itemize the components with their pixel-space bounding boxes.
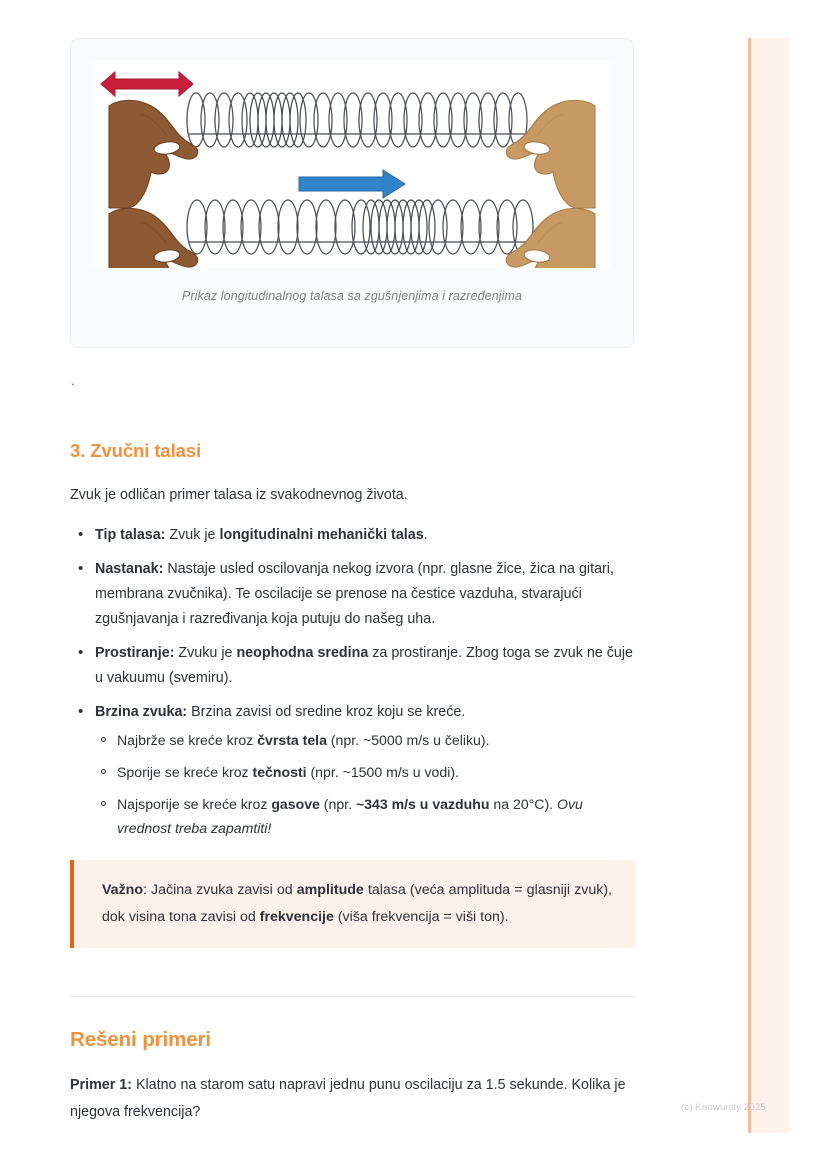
figure-illustration-area: [93, 60, 611, 268]
subbullet-bold: gasove: [271, 796, 320, 812]
spring-uniform: [187, 93, 527, 147]
blue-arrow-icon: [299, 170, 405, 198]
list-item: [70, 641, 636, 691]
speed-of-sound-sublist: [95, 728, 636, 840]
callout-bold-amplitude: amplitude: [296, 882, 364, 898]
longitudinal-wave-illustration: [93, 60, 611, 268]
subbullet-bold: čvrsta tela: [257, 732, 327, 748]
longitudinal-wave-figure-card: [70, 38, 634, 348]
subbullet-text-after: (npr.: [319, 796, 356, 812]
bullet-label: Brzina zvuka:: [95, 704, 188, 720]
page-edge-strip: [748, 38, 790, 1133]
page-title-zvucni-talasi: 3. Zvučni talasi: [70, 440, 202, 461]
bullet-text-before: Nastaje usled oscilovanja nekog izvora (npr. glasne žice, žica na gitari, membrana zvučnika). Te oscilacije se prenose na čestice vazduha, stvarajući zgušnjavanja i razređivanja koja putuju do našeg uha.: [95, 561, 614, 627]
sound-wave-bullet-list: [70, 523, 636, 849]
subbullet-text-after-2: na 20°C).: [489, 796, 554, 812]
figure-caption: Prikaz longitudinalnog talasa sa zgušnjenjima i razređenjima: [181, 289, 523, 303]
callout-text-3: (viša frekvencija = viši ton).: [333, 909, 509, 925]
subbullet-text-before: Sporije se kreće kroz: [117, 764, 253, 780]
bullet-text-before: Zvuku je: [174, 645, 237, 661]
example-1-paragraph: [70, 1072, 638, 1126]
bullet-text-bold: neophodna sredina: [236, 645, 369, 661]
bullet-text-bold: longitudinalni mehanički talas: [219, 527, 424, 543]
page-edge-strip-rule: [748, 38, 751, 1133]
bullet-label: Nastanak:: [95, 561, 164, 577]
section-divider: [70, 996, 635, 997]
subbullet-text-before: Najsporije se kreće kroz: [117, 796, 272, 812]
example-label: Primer 1:: [70, 1077, 132, 1093]
bullet-label: Prostiranje:: [95, 645, 175, 661]
callout-text-2: talasa (veća amplituda = glasniji zvuk), dok visina tona zavisi od: [102, 882, 612, 925]
page-title-reseni-primeri: Rešeni primeri: [70, 1028, 212, 1051]
list-item: [95, 728, 636, 752]
bullet-text-before: Zvuk je: [165, 527, 220, 543]
bullet-text-after: za prostiranje. Zbog toga se zvuk ne čuje u vakuumu (svemiru).: [95, 645, 633, 686]
callout-text-1: : Jačina zvuka zavisi od: [143, 882, 297, 898]
list-item: [70, 557, 636, 632]
bullet-label: Tip talasa:: [95, 527, 166, 543]
subbullet-italic-note: Ovu vrednost treba zapamtiti!: [117, 796, 583, 836]
bullet-text-before: Brzina zavisi od sredine kroz koju se kreće.: [187, 704, 466, 720]
red-double-arrow-icon: [101, 72, 193, 96]
bullet-text-after: .: [423, 527, 428, 543]
spring-with-compression: [187, 200, 533, 254]
subbullet-text-after: (npr. ~1500 m/s u vodi).: [306, 764, 459, 780]
stray-backtick: `: [69, 382, 77, 397]
list-item: [95, 760, 636, 784]
list-item: [95, 792, 636, 840]
important-callout: [70, 860, 636, 948]
subbullet-bold-2: ~343 m/s u vazduhu: [355, 796, 490, 812]
watermark: (c) Knowunity 2025: [681, 1102, 766, 1113]
intro-paragraph: Zvuk je odličan primer talasa iz svakodnevnog života.: [70, 487, 408, 503]
list-item: [70, 700, 636, 840]
subbullet-text-before: Najbrže se kreće kroz: [117, 732, 258, 748]
subbullet-text-after: (npr. ~5000 m/s u čeliku).: [326, 732, 490, 748]
list-item: [70, 523, 636, 548]
subbullet-bold: tečnosti: [252, 764, 307, 780]
example-text: Klatno na starom satu napravi jednu punu oscilaciju za 1.5 sekunde. Kolika je njegova frekvencija?: [70, 1077, 626, 1120]
callout-label: Važno: [102, 882, 143, 898]
callout-bold-frekvencije: frekvencije: [259, 909, 334, 925]
